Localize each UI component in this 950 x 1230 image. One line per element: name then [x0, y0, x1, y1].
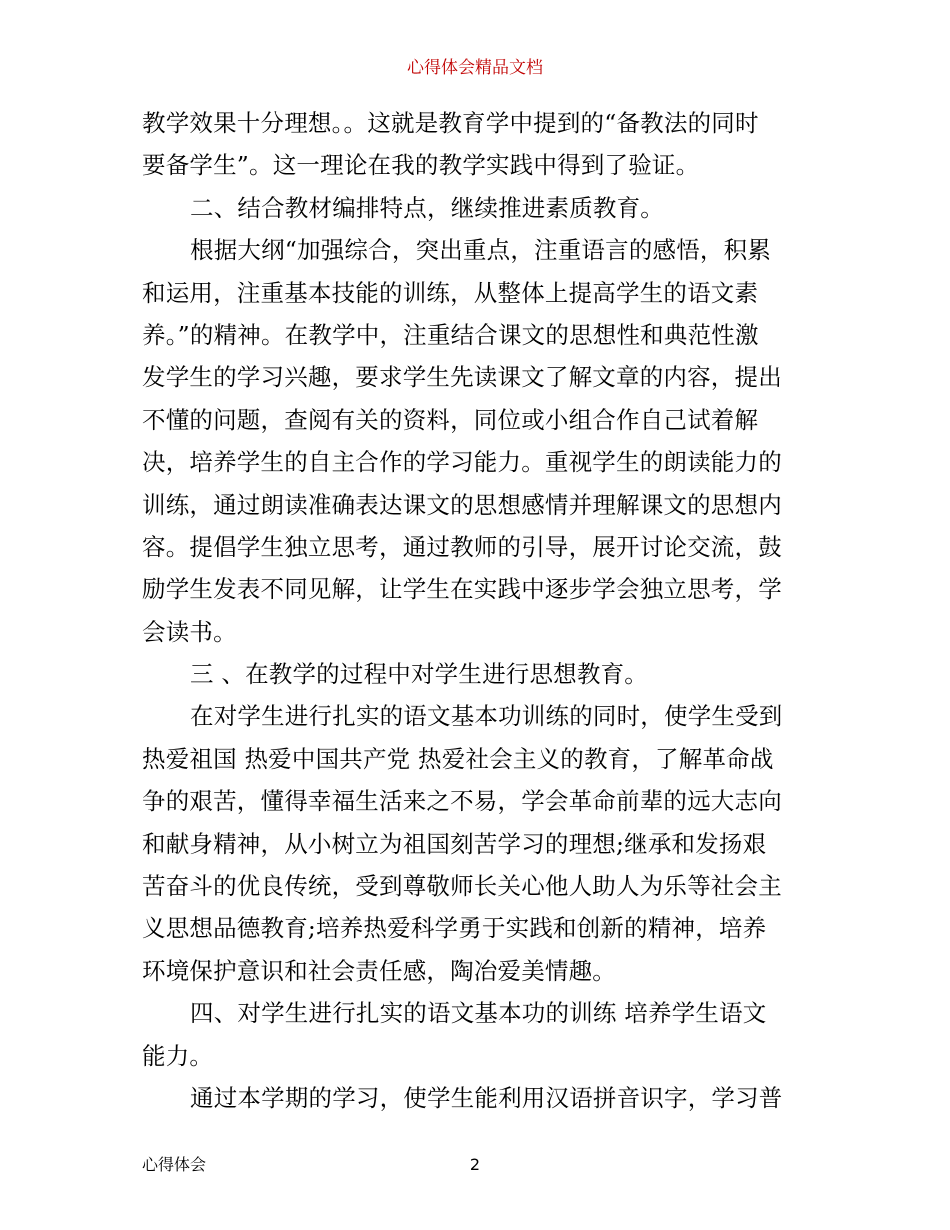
footer-label: 心得体会 — [142, 1155, 207, 1174]
text-line: 和献身精神，从小树立为祖国刻苦学习的理想;继承和发扬艰 — [142, 829, 767, 858]
document-header-title: 心得体会精品文档 — [407, 58, 543, 78]
page-number: 2 — [469, 1155, 481, 1174]
section-heading: 四、对学生进行扎实的语文基本功的训练 培养学生语文 — [190, 999, 767, 1028]
text-line: 根据大纲“加强综合，突出重点，注重语言的感悟，积累 — [190, 236, 772, 265]
text-line: 争的艰苦，懂得幸福生活来之不易，学会革命前辈的远大志向 — [142, 787, 782, 816]
text-line: 容。提倡学生独立思考，通过教师的引导，展开讨论交流，鼓 — [142, 532, 782, 561]
text-line: 热爱祖国 热爱中国共产党 热爱社会主义的教育，了解革命战 — [142, 744, 774, 773]
text-line: 和运用，注重基本技能的训练，从整体上提高学生的语文素 — [142, 278, 759, 307]
text-line: 决，培养学生的自主合作的学习能力。重视学生的朗读能力的 — [142, 448, 782, 477]
text-line: 不懂的问题，查阅有关的资料，同位或小组合作自己试着解 — [142, 405, 759, 434]
text-line: 在对学生进行扎实的语文基本功训练的同时，使学生受到 — [190, 702, 783, 731]
text-line: 养。”的精神。在教学中，注重结合课文的思想性和典范性激 — [142, 320, 759, 349]
text-line: 励学生发表不同见解，让学生在实践中逐步学会独立思考，学 — [142, 575, 782, 604]
text-line: 通过本学期的学习，使学生能利用汉语拼音识字，学习普 — [190, 1083, 783, 1112]
section-heading: 二、结合教材编排特点，继续推进素质教育。 — [190, 193, 664, 222]
section-heading: 三 、在教学的过程中对学生进行思想教育。 — [190, 660, 648, 689]
document-body — [142, 102, 814, 1119]
text-line: 苦奋斗的优良传统，受到尊敬师长关心他人助人为乐等社会主 — [142, 872, 782, 901]
text-line: 发学生的学习兴趣，要求学生先读课文了解文章的内容，提出 — [142, 363, 782, 392]
text-line: 训练，通过朗读准确表达课文的思想感情并理解课文的思想内 — [142, 490, 782, 519]
text-line: 会读书。 — [142, 617, 237, 646]
text-line: 教学效果十分理想。。这就是教育学中提到的“备教法的同时 — [142, 109, 759, 137]
text-line: 义思想品德教育;培养热爱科学勇于实践和创新的精神，培养 — [142, 914, 767, 943]
text-line: 能力。 — [142, 1041, 214, 1070]
text-line: 要备学生”。这一理论在我的教学实践中得到了验证。 — [142, 151, 700, 180]
text-line: 环境保护意识和社会责任感，陶冶爱美情趣。 — [142, 956, 616, 985]
